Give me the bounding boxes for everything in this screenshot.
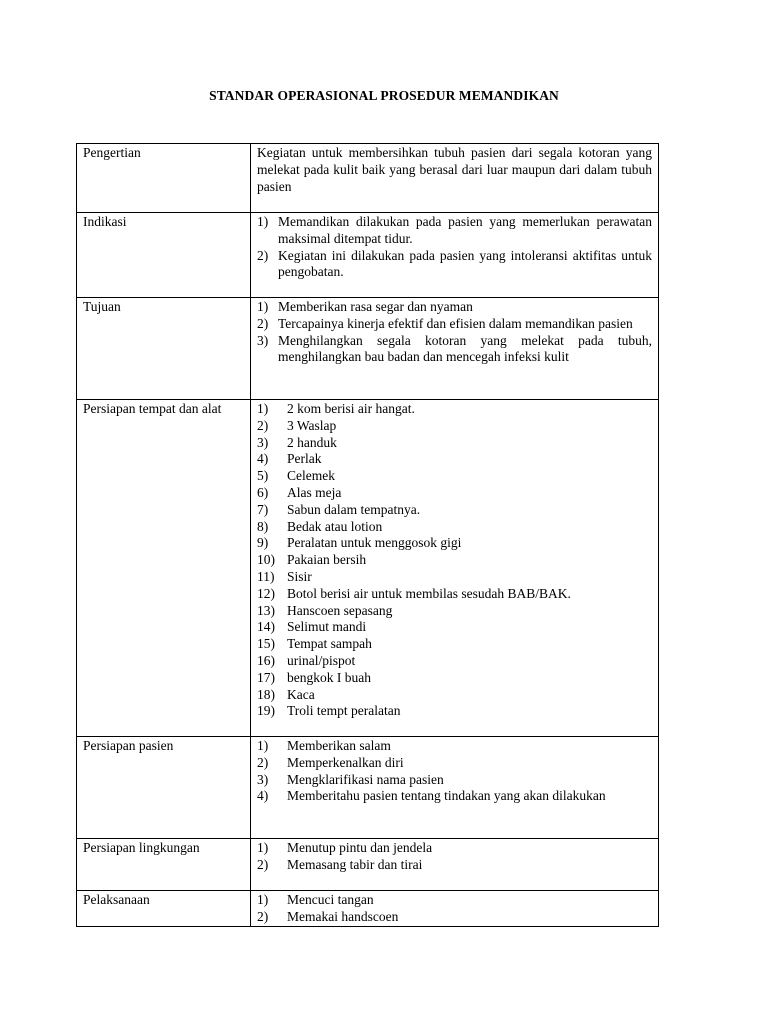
indikasi-list [257,214,652,281]
list-item: 5) Celemek [257,468,335,484]
page-title: STANDAR OPERASIONAL PROSEDUR MEMANDIKAN [209,88,559,103]
row-content [251,400,659,737]
row-label: Pengertian [77,144,251,213]
table-row-tujuan [77,298,659,400]
list-item: 8) Bedak atau lotion [257,518,383,534]
list-item: 1) Mencuci tangan [257,892,374,907]
list-item: 6) Alas meja [257,484,342,500]
list-item: 2) Memperkenalkan diri [257,754,404,770]
list-item: 15) Tempat sampah [257,636,372,652]
list-item: 14) Selimut mandi [257,619,367,635]
row-content [251,839,659,891]
row-label: Persiapan tempat dan alat [77,400,251,737]
row-label: Indikasi [77,213,251,298]
list-item: 2) Tercapainya kinerja efektif dan efisien dalam memandikan pasien [257,315,633,331]
lingkungan-list [257,840,652,874]
row-content [251,298,659,400]
list-item: 10) Pakaian bersih [257,552,367,568]
row-content [251,213,659,298]
list-item: 3) Mengklarifikasi nama pasien [257,771,444,787]
table-row-pengertian [77,144,659,213]
list-item: 2) Memasang tabir dan tirai [257,856,423,872]
list-item: 2) Memakai handscoen [257,908,399,924]
sop-table [76,143,659,927]
list-item: 18) Kaca [257,686,315,702]
tujuan-list [257,299,652,366]
row-content [251,891,659,927]
list-item: 1) Memandikan dilakukan pada pasien yang memerlukan perawatan maksimal ditempat tidur. [257,214,652,246]
row-label: Persiapan pasien [77,737,251,839]
table-row-persiapan-alat [77,400,659,737]
table-row-persiapan-lingkungan [77,839,659,891]
list-item: 16) urinal/pispot [257,652,356,668]
list-item: 11) Sisir [257,568,312,584]
list-item: 1) 2 kom berisi air hangat. [257,401,415,416]
row-label: Persiapan lingkungan [77,839,251,891]
list-item: 1) Memberikan rasa segar dan nyaman [257,299,473,314]
list-item: 3) Menghilangkan segala kotoran yang melekat pada tubuh, menghilangkan bau badan dan mencegah infeksi kulit [257,332,652,365]
row-label: Pelaksanaan [77,891,251,927]
pasien-list [257,738,652,805]
list-item: 9) Peralatan untuk menggosok gigi [257,535,462,551]
pelaksanaan-list [257,892,652,926]
list-item: 4) Memberitahu pasien tentang tindakan yang akan dilakukan [257,788,606,804]
row-content [251,737,659,839]
list-item: 13) Hanscoen sepasang [257,602,393,618]
row-label: Tujuan [77,298,251,400]
table-row-pelaksanaan [77,891,659,927]
table-row-indikasi [77,213,659,298]
definition-text: Kegiatan untuk membersihkan tubuh pasien dari segala kotoran yang melekat pada kulit baik yang berasal dari luar maupun dari dalam tubuh pasien [257,145,652,194]
list-item: 2) 3 Waslap [257,417,337,433]
row-content [251,144,659,213]
list-item: 1) Menutup pintu dan jendela [257,840,433,855]
list-item: 3) 2 handuk [257,434,337,450]
table-row-persiapan-pasien [77,737,659,839]
list-item: 19) Troli tempt peralatan [257,703,401,719]
alat-list [257,401,652,720]
list-item: 12) Botol berisi air untuk membilas sesudah BAB/BAK. [257,585,571,601]
list-item: 4) Perlak [257,451,322,467]
list-item: 7) Sabun dalam tempatnya. [257,501,421,517]
list-item: 2) Kegiatan ini dilakukan pada pasien yang intoleransi aktifitas untuk pengobatan. [257,247,652,280]
list-item: 1) Memberikan salam [257,738,391,753]
list-item: 17) bengkok I buah [257,669,371,685]
